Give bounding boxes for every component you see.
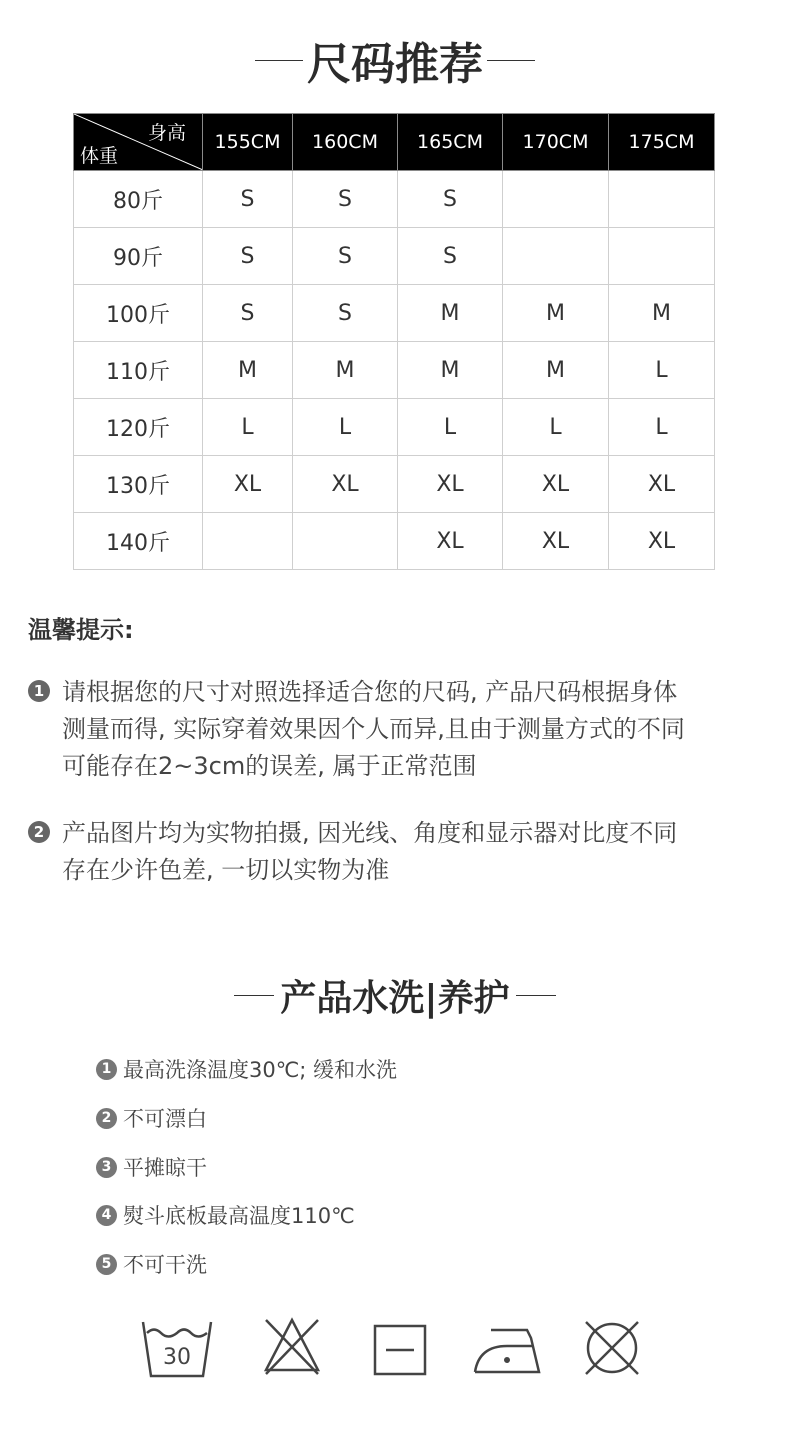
tip-line: 测量而得, 实际穿着效果因个人而异,且由于测量方式的不同 <box>62 715 685 743</box>
care-item-label: 不可干洗 <box>123 1253 207 1277</box>
title-right-rule <box>487 60 535 61</box>
tip-line: 产品图片均为实物拍摄, 因光线、角度和显示器对比度不同 <box>62 819 678 847</box>
care-item <box>96 1200 355 1230</box>
size-cell: M <box>398 342 503 399</box>
weight-cell: 140斤 <box>74 513 203 570</box>
size-chart-title: 尺码推荐 <box>0 28 790 92</box>
table-row <box>74 399 715 456</box>
dry-flat-icon <box>373 1316 427 1376</box>
weight-cell: 120斤 <box>74 399 203 456</box>
table-row <box>74 513 715 570</box>
table-corner-cell <box>74 114 203 171</box>
size-cell: L <box>293 399 398 456</box>
size-cell: S <box>293 228 398 285</box>
size-cell: M <box>398 285 503 342</box>
size-cell: L <box>203 399 293 456</box>
care-title: 产品水洗|养护 <box>0 970 790 1021</box>
size-cell: S <box>203 171 293 228</box>
care-item-label: 熨斗底板最高温度110℃ <box>123 1204 355 1228</box>
table-row <box>74 342 715 399</box>
tip-line: 可能存在2~3cm的误差, 属于正常范围 <box>62 752 477 780</box>
no-dry-clean-icon <box>582 1316 642 1376</box>
care-item <box>96 1152 207 1182</box>
size-cell: S <box>398 228 503 285</box>
table-row <box>74 456 715 513</box>
size-cell: XL <box>293 456 398 513</box>
size-cell: S <box>203 228 293 285</box>
care-item <box>96 1103 207 1133</box>
weight-axis-label: 体重 <box>80 145 119 167</box>
size-cell <box>293 513 398 570</box>
number-badge-icon: 4 <box>96 1205 117 1226</box>
title-left-rule <box>234 995 274 996</box>
weight-cell: 130斤 <box>74 456 203 513</box>
size-cell: M <box>503 342 609 399</box>
size-cell <box>609 171 715 228</box>
number-badge-icon: 3 <box>96 1157 117 1178</box>
height-header: 170CM <box>503 114 609 171</box>
care-item-label: 不可漂白 <box>123 1107 207 1131</box>
size-cell: XL <box>609 456 715 513</box>
care-item-label: 平摊晾干 <box>123 1156 207 1180</box>
number-badge-icon: 2 <box>96 1108 117 1129</box>
size-cell: XL <box>609 513 715 570</box>
size-cell <box>503 228 609 285</box>
weight-cell: 80斤 <box>74 171 203 228</box>
weight-cell: 90斤 <box>74 228 203 285</box>
tip-line: 请根据您的尺寸对照选择适合您的尺码, 产品尺码根据身体 <box>62 678 678 706</box>
tip-item <box>28 815 768 889</box>
size-cell: XL <box>398 456 503 513</box>
size-cell: L <box>609 399 715 456</box>
size-cell: S <box>398 171 503 228</box>
number-badge-icon: 1 <box>28 680 50 702</box>
care-item-label: 最高洗涤温度30℃; 缓和水洗 <box>123 1058 398 1082</box>
no-bleach-icon <box>262 1316 322 1376</box>
size-cell: M <box>293 342 398 399</box>
tips-heading: 温馨提示: <box>28 616 134 644</box>
size-cell: XL <box>503 513 609 570</box>
size-cell <box>203 513 293 570</box>
size-cell: L <box>398 399 503 456</box>
care-item <box>96 1054 397 1084</box>
size-cell: S <box>293 285 398 342</box>
table-header-row <box>74 114 715 171</box>
size-cell: M <box>609 285 715 342</box>
number-badge-icon: 2 <box>28 821 50 843</box>
size-cell <box>503 171 609 228</box>
size-cell: S <box>293 171 398 228</box>
table-row <box>74 285 715 342</box>
table-row <box>74 171 715 228</box>
height-axis-label: 身高 <box>147 122 186 144</box>
size-chart-table <box>73 113 715 570</box>
size-cell <box>609 228 715 285</box>
title-right-rule <box>516 995 556 996</box>
wash-temperature-label: 30 <box>163 1345 191 1370</box>
size-cell: M <box>203 342 293 399</box>
number-badge-icon: 5 <box>96 1254 117 1275</box>
wash-30-icon <box>140 1316 214 1380</box>
tip-item <box>28 674 768 785</box>
height-header: 160CM <box>293 114 398 171</box>
weight-cell: 100斤 <box>74 285 203 342</box>
weight-cell: 110斤 <box>74 342 203 399</box>
height-header: 165CM <box>398 114 503 171</box>
size-cell: XL <box>503 456 609 513</box>
size-cell: L <box>503 399 609 456</box>
height-header: 175CM <box>609 114 715 171</box>
size-cell: XL <box>398 513 503 570</box>
tip-line: 存在少许色差, 一切以实物为准 <box>62 856 390 884</box>
size-cell: S <box>203 285 293 342</box>
size-cell: L <box>609 342 715 399</box>
care-item <box>96 1249 207 1279</box>
number-badge-icon: 1 <box>96 1059 117 1080</box>
table-row <box>74 228 715 285</box>
height-header: 155CM <box>203 114 293 171</box>
iron-low-icon <box>471 1316 543 1376</box>
size-cell: M <box>503 285 609 342</box>
title-left-rule <box>255 60 303 61</box>
size-cell: XL <box>203 456 293 513</box>
